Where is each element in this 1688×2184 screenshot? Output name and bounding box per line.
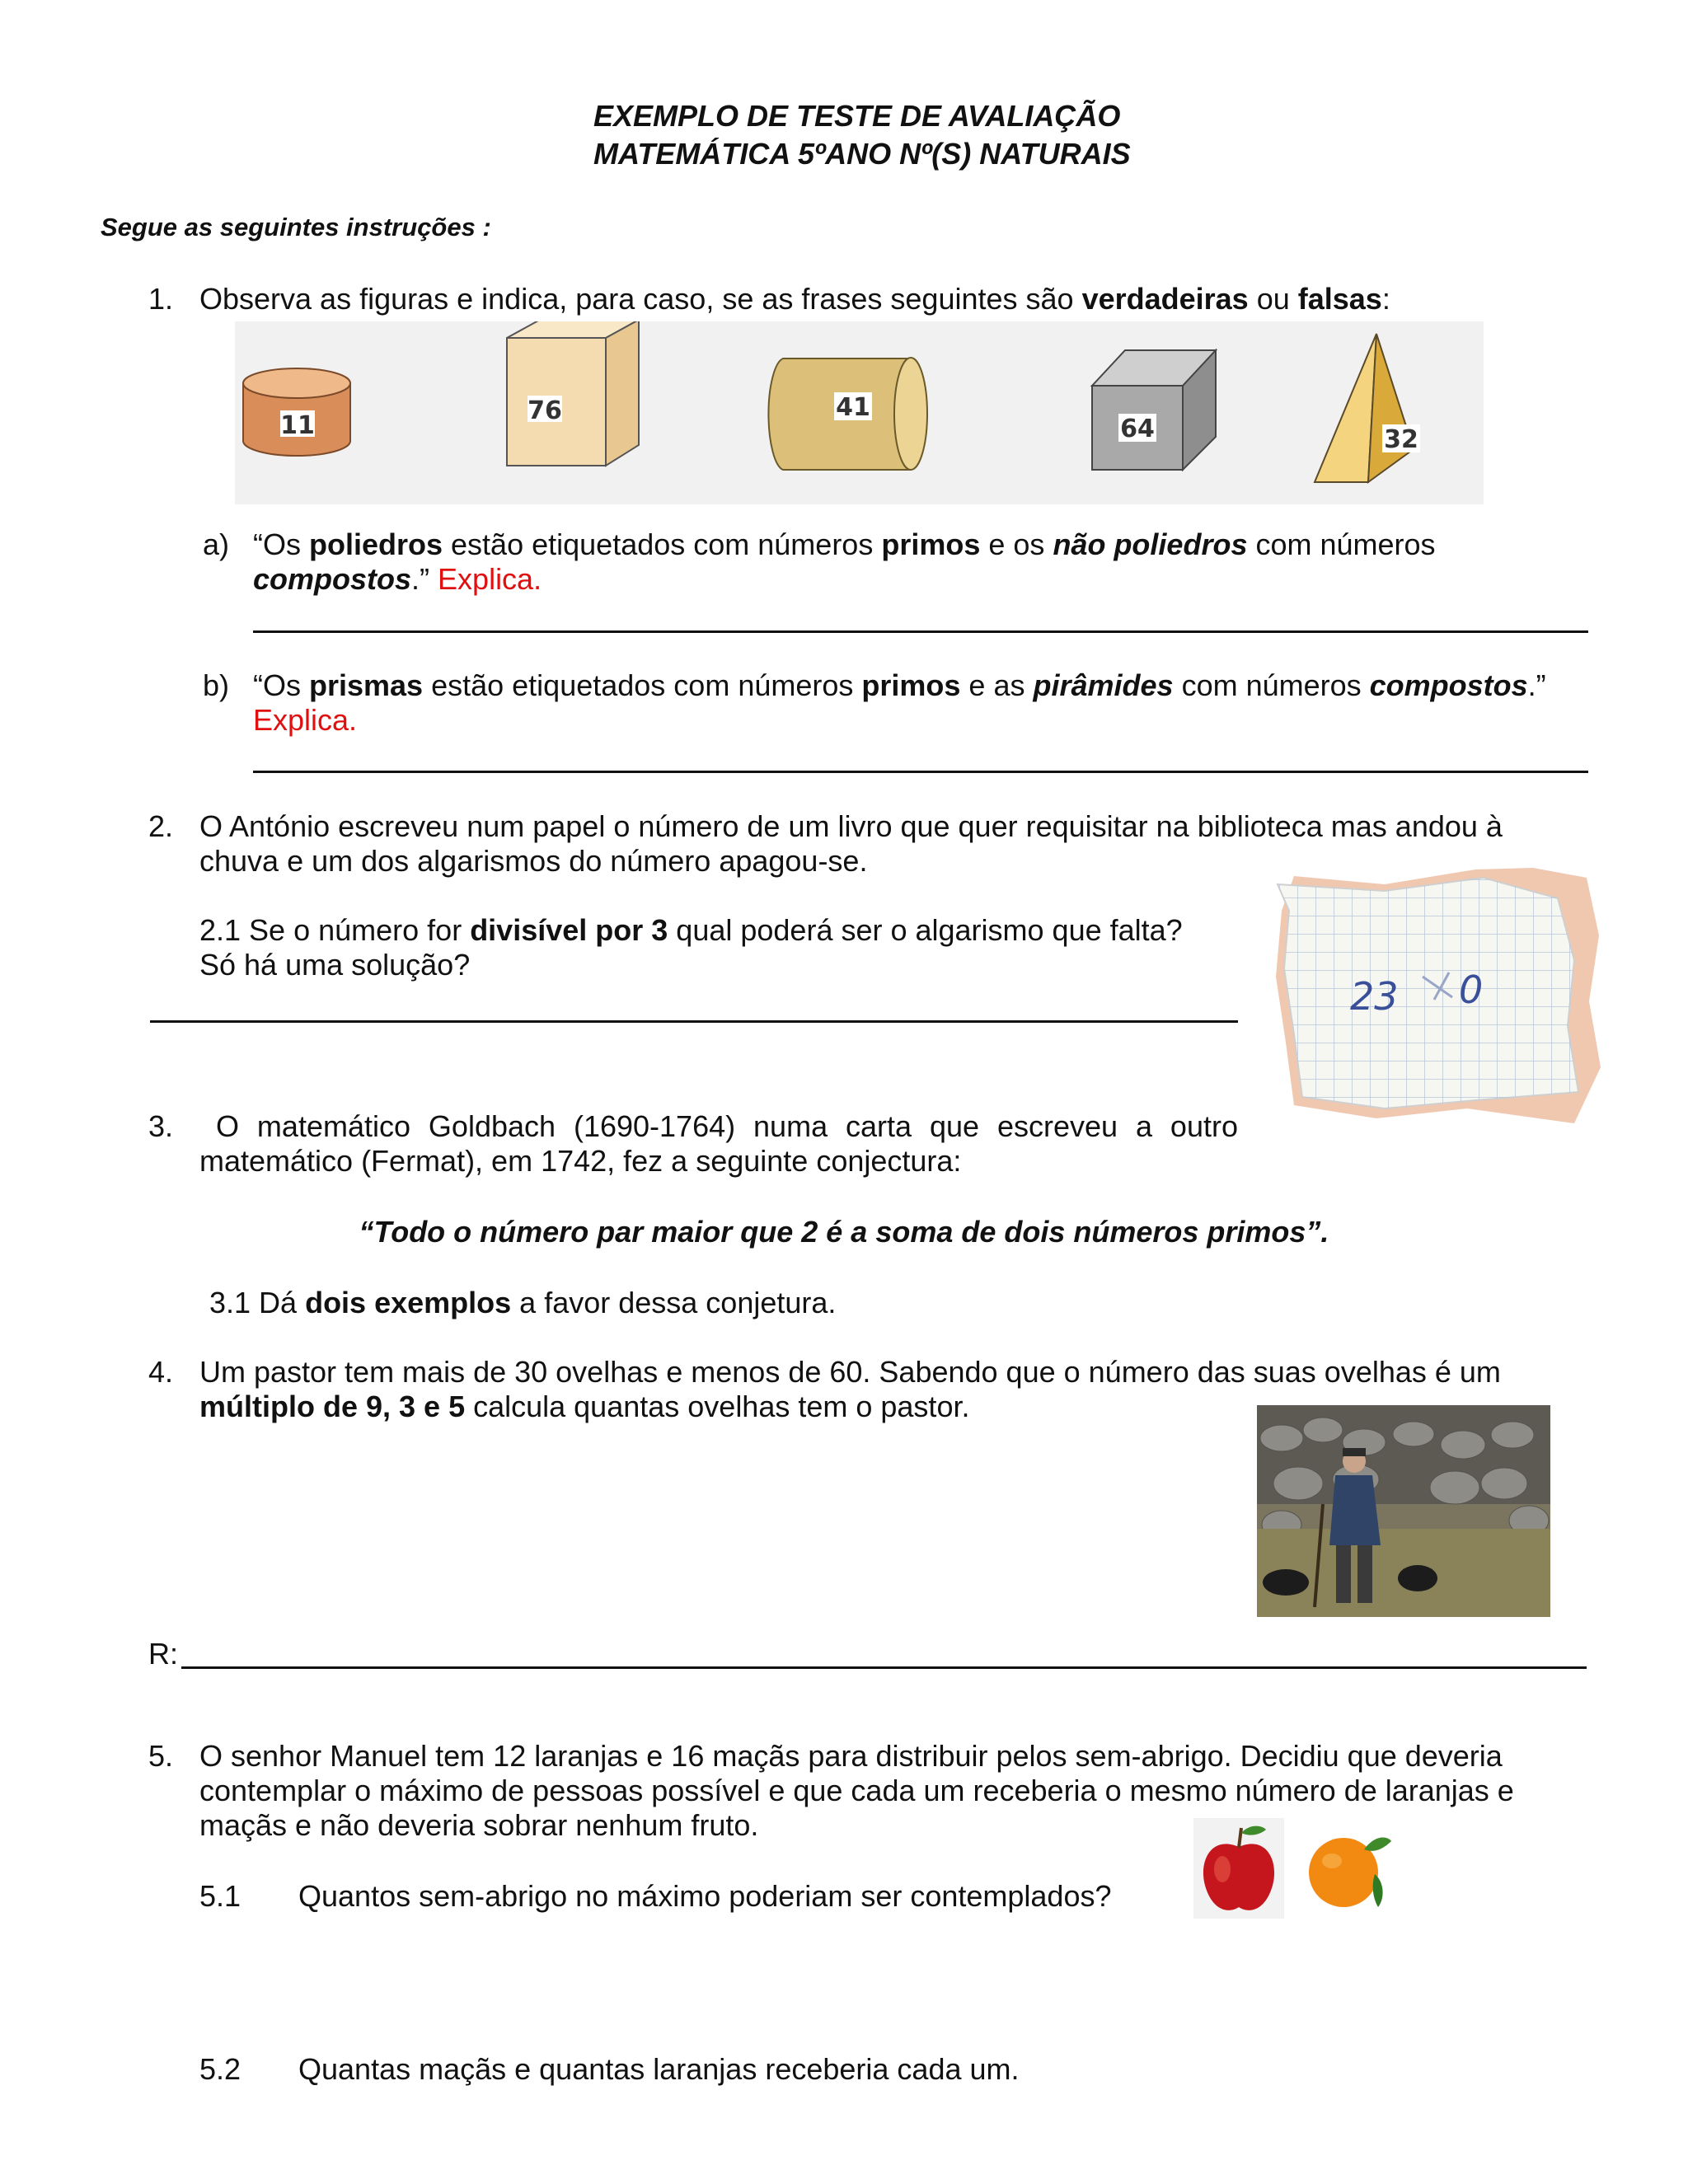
figure-label: 41: [836, 393, 870, 422]
figure-label: 76: [528, 396, 562, 425]
answer-line[interactable]: [150, 1020, 1238, 1023]
answer-line[interactable]: [253, 771, 1588, 773]
figure-label: 11: [280, 411, 315, 440]
question-5-1-number: 5.1: [199, 1879, 241, 1913]
explain-prompt: Explica.: [253, 703, 358, 737]
question-4-text: Um pastor tem mais de 30 ovelhas e menos de 60. Sabendo que o número das suas ovelhas é um múltiplo de 9, 3 e 5 calcula quantas ovelhas tem o pastor.: [199, 1355, 1501, 1423]
figure-label: 32: [1384, 425, 1418, 454]
orange-image: [1302, 1825, 1393, 1912]
cube-figure: [1092, 350, 1216, 470]
question-2-1-text: 2.1 Se o número for divisível por 3 qual poderá ser o algarismo que falta? Só há uma solução?: [199, 913, 1183, 982]
item-b-text: “Os prismas estão etiquetados com números primos e as pirâmides com números compostos.” Explica.: [253, 668, 1546, 737]
rectangular-prism-figure: [507, 321, 639, 466]
question-5-number: 5.: [148, 1739, 174, 1773]
question-1-text: Observa as figuras e indica, para caso, se as frases seguintes são verdadeiras ou falsas:: [199, 282, 1390, 316]
question-3-text-line2: matemático (Fermat), em 1742, fez a seguinte conjectura:: [199, 1144, 962, 1178]
answer-line[interactable]: [181, 1666, 1587, 1669]
answer-label: R:: [148, 1637, 178, 1671]
shepherd-photo: [1257, 1405, 1550, 1617]
lying-cylinder-figure: [768, 358, 927, 470]
question-2-number: 2.: [148, 809, 174, 843]
page-subtitle: MATEMÁTICA 5ºANO Nº(S) NATURAIS: [593, 137, 1131, 171]
paper-number-left: 23: [1350, 974, 1399, 1019]
question-5-text: O senhor Manuel tem 12 laranjas e 16 maçãs para distribuir pelos sem-abrigo. Decidiu que deveria contemplar o máximo de pessoas possível e que cada um receberia o mesmo número de laranjas e maçãs e não deveria sobrar nenhum fruto.: [199, 1739, 1514, 1842]
item-b-letter: b): [203, 668, 230, 702]
item-a-letter: a): [203, 527, 230, 561]
figure-label: 64: [1120, 415, 1155, 443]
cylinder-figure: [243, 368, 350, 456]
question-4-number: 4.: [148, 1355, 174, 1389]
answer-line[interactable]: [253, 630, 1588, 633]
question-3-1-text: 3.1 Dá dois exemplos a favor dessa conjetura.: [209, 1286, 837, 1319]
item-a-text: “Os poliedros estão etiquetados com números primos e os não poliedros com números compostos.” Explica.: [253, 527, 1436, 596]
question-5-2-text: Quantas maçãs e quantas laranjas receberia cada um.: [298, 2052, 1020, 2086]
apple-image: [1193, 1818, 1284, 1919]
explain-prompt: Explica.: [438, 562, 542, 596]
torn-paper-image: [1261, 861, 1607, 1129]
goldbach-quote: “Todo o número par maior que 2 é a soma de dois números primos”.: [359, 1215, 1329, 1249]
question-5-1-text: Quantos sem-abrigo no máximo poderiam ser contemplados?: [298, 1879, 1112, 1913]
page-title: EXEMPLO DE TESTE DE AVALIAÇÃO: [593, 99, 1121, 133]
solids-figure: [235, 321, 1484, 504]
question-1-number: 1.: [148, 282, 174, 316]
paper-number-right: 0: [1459, 968, 1484, 1012]
question-3-text-line1: O matemático Goldbach (1690-1764) numa carta que escreveu a outro: [216, 1109, 1238, 1143]
question-5-2-number: 5.2: [199, 2052, 241, 2086]
question-2-text: O António escreveu num papel o número de um livro que quer requisitar na biblioteca mas andou à chuva e um dos algarismos do número apagou-se.: [199, 809, 1503, 878]
question-3-number: 3.: [148, 1109, 174, 1143]
instructions-heading: Segue as seguintes instruções :: [101, 213, 491, 241]
